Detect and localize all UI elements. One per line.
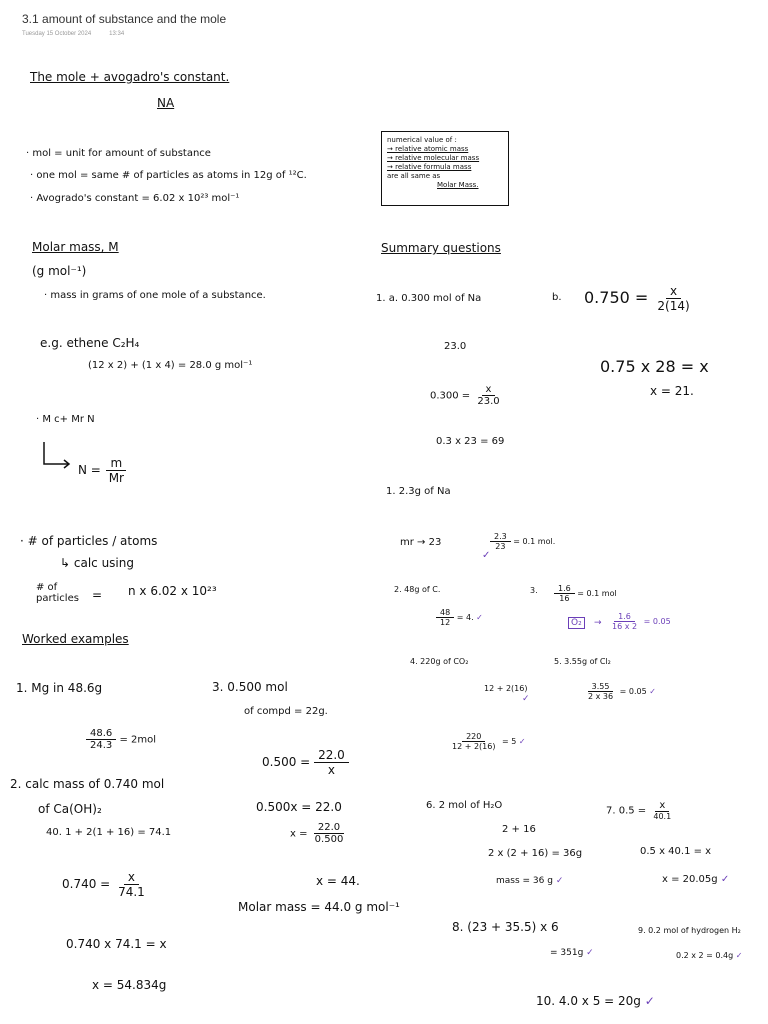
q5-molar-mass: 12 + 2(16) bbox=[484, 684, 528, 693]
worked-3-equation bbox=[262, 748, 349, 777]
bullet-m-mr-n: · M c+ Mr N bbox=[36, 414, 95, 425]
q1b-denominator: 2(14) bbox=[657, 299, 690, 313]
worked-2-equation bbox=[62, 870, 149, 899]
page-date: Tuesday 15 October 2024 bbox=[22, 31, 92, 37]
worked-3-fraction bbox=[314, 748, 349, 777]
bullet-avogadro: · Avogrado's constant = 6.02 x 10²³ mol⁻¹ bbox=[30, 193, 240, 204]
box-line-molecular: → relative molecular mass bbox=[387, 154, 480, 162]
q5-check-icon-2: ✓ bbox=[518, 737, 526, 746]
q6-denominator: 2 x 36 bbox=[588, 692, 614, 701]
particles-value: n x 6.02 x 10²³ bbox=[128, 584, 217, 598]
box-line-molar: Molar Mass. bbox=[437, 181, 479, 189]
worked-3-lhs: 0.500 = bbox=[262, 755, 311, 769]
box-line-same: are all same as bbox=[387, 172, 441, 180]
q10-answer-value: 0.2 x 2 = 0.4g bbox=[676, 951, 734, 960]
q4-numerator-2: 1.6 bbox=[614, 612, 635, 622]
worked-3-denominator: x bbox=[327, 763, 335, 777]
q4-arrow-icon: → bbox=[594, 618, 602, 628]
q10-check-icon: ✓ bbox=[735, 951, 743, 960]
q7-question: 6. 2 mol of H₂O bbox=[426, 800, 503, 811]
q2-calc bbox=[490, 532, 555, 551]
q6-calc bbox=[584, 682, 656, 701]
bullet-mol: · mol = unit for amount of substance bbox=[26, 148, 211, 159]
formula-n-lhs: N = bbox=[78, 463, 101, 477]
formula-n-denominator: Mr bbox=[108, 471, 124, 485]
q4-o2-box: O₂ bbox=[568, 617, 585, 629]
q10-question: 9. 0.2 mol of hydrogen H₂ bbox=[638, 926, 741, 935]
numerical-value-box bbox=[381, 131, 509, 206]
q9-question: 8. (23 + 35.5) x 6 bbox=[452, 920, 559, 934]
worked-1-fraction bbox=[86, 728, 116, 751]
q8-lhs: 7. 0.5 = bbox=[606, 805, 647, 817]
q1b-fraction bbox=[653, 284, 693, 313]
worked-3-numerator: 22.0 bbox=[314, 748, 349, 763]
q2-denominator: 23 bbox=[495, 542, 506, 551]
worked-3-x-value: x = 44. bbox=[316, 874, 360, 888]
q4-calc bbox=[554, 584, 617, 603]
q2-numerator: 2.3 bbox=[490, 532, 511, 542]
q1b-numerator: x bbox=[666, 284, 681, 299]
bullet-one-mol: · one mol = same # of particles as atoms in 12g of ¹²C. bbox=[30, 170, 307, 181]
box-title: numerical value of : bbox=[387, 136, 457, 144]
bullet-molar-mass-def: · mass in grams of one mole of a substance. bbox=[44, 290, 266, 301]
heading-worked-examples: Worked examples bbox=[22, 632, 129, 646]
q8-answer-value: x = 20.05g bbox=[662, 874, 718, 885]
q5-fraction bbox=[448, 732, 499, 751]
q4-fraction bbox=[554, 584, 575, 603]
q4-denominator: 16 bbox=[559, 594, 570, 603]
q1b-answer: x = 21. bbox=[650, 384, 694, 398]
q3-calc bbox=[436, 608, 483, 627]
q6-check-icon: ✓ bbox=[649, 687, 656, 696]
arrow-icon bbox=[40, 440, 72, 470]
q4-calc-2 bbox=[608, 612, 671, 631]
worked-1-denominator: 24.3 bbox=[90, 740, 113, 751]
q6-question: 5. 3.55g of Cl₂ bbox=[554, 657, 611, 666]
particles-equals: = bbox=[92, 588, 103, 602]
q1a-question: 1. a. 0.300 mol of Na bbox=[376, 293, 482, 304]
heading-molar-mass: Molar mass, M bbox=[32, 240, 119, 254]
q7-mass: mass = 36 g bbox=[496, 876, 553, 886]
q4-fraction-2 bbox=[608, 612, 641, 631]
q8-equation bbox=[606, 800, 675, 821]
heading-mole: The mole + avogadro's constant. bbox=[30, 70, 230, 84]
formula-n-fraction bbox=[105, 456, 128, 485]
q8-fraction bbox=[649, 800, 675, 821]
q2-result: = 0.1 mol. bbox=[513, 537, 556, 546]
q6-numerator: 3.55 bbox=[588, 682, 614, 692]
worked-3-solve-fraction bbox=[311, 822, 348, 845]
q2-check-icon: ✓ bbox=[482, 550, 491, 561]
heading-na: NA bbox=[157, 96, 175, 110]
q4-number: 3. bbox=[530, 586, 538, 595]
worked-2-fraction bbox=[114, 870, 149, 899]
q7-molar-mass: 2 + 16 bbox=[502, 824, 536, 835]
worked-2-answer: x = 54.834g bbox=[92, 978, 167, 992]
molar-mass-units: (g mol⁻¹) bbox=[32, 264, 87, 278]
worked-2-numerator: x bbox=[124, 870, 139, 885]
worked-2-multiply: 0.740 x 74.1 = x bbox=[66, 937, 167, 951]
worked-3-solve-lhs: x = bbox=[290, 828, 308, 840]
worked-1-question: 1. Mg in 48.6g bbox=[16, 681, 103, 695]
bullet-particles: · # of particles / atoms bbox=[20, 534, 158, 548]
worked-3-solve-numerator: 22.0 bbox=[314, 822, 344, 834]
q2-question: 1. 2.3g of Na bbox=[386, 486, 451, 497]
particles-calc-using: ↳ calc using bbox=[60, 556, 134, 570]
q1b-lhs: 0.750 = bbox=[584, 288, 649, 307]
page-datetime bbox=[22, 31, 124, 37]
q11-answer-value: 10. 4.0 x 5 = 20g bbox=[536, 994, 641, 1008]
worked-3-rearrange: 0.500x = 22.0 bbox=[256, 800, 342, 814]
box-line-formula: → relative formula mass bbox=[387, 163, 472, 171]
q1a-fraction bbox=[473, 384, 503, 407]
q3-check-icon: ✓ bbox=[476, 613, 483, 622]
box-line-atomic: → relative atomic mass bbox=[387, 145, 469, 153]
q1a-lhs: 0.300 = bbox=[430, 390, 471, 402]
q1a-answer: 0.3 x 23 = 69 bbox=[436, 436, 505, 447]
q1b-multiply: 0.75 x 28 = x bbox=[600, 357, 709, 376]
q11-check-icon: ✓ bbox=[644, 994, 655, 1008]
q7-check-icon: ✓ bbox=[555, 876, 564, 886]
q11-answer bbox=[536, 994, 655, 1008]
q9-answer bbox=[550, 948, 594, 958]
q5-calc bbox=[448, 732, 526, 751]
q9-check-icon: ✓ bbox=[586, 948, 594, 958]
q10-answer bbox=[676, 951, 742, 960]
q2-fraction bbox=[490, 532, 511, 551]
q1a-numerator: x bbox=[482, 384, 496, 396]
q6-fraction bbox=[584, 682, 617, 701]
worked-3-question: 3. 0.500 mol bbox=[212, 680, 288, 694]
worked-2-denominator: 74.1 bbox=[118, 885, 145, 899]
worked-3-compound: of compd = 22g. bbox=[244, 706, 328, 717]
q4-result-2: = 0.05 bbox=[643, 617, 671, 626]
worked-1-calc bbox=[86, 728, 156, 751]
formula-n-numerator: m bbox=[106, 456, 126, 471]
q1a-denominator: 23.0 bbox=[477, 396, 500, 407]
worked-3-molar-mass: Molar mass = 44.0 g mol⁻¹ bbox=[238, 900, 400, 914]
q9-answer-value: = 351g bbox=[550, 948, 584, 958]
q3-fraction bbox=[436, 608, 454, 627]
worked-1-result: = 2mol bbox=[119, 734, 157, 746]
q5-denominator: 12 + 2(16) bbox=[452, 742, 496, 751]
q4-result: = 0.1 mol bbox=[577, 589, 617, 598]
q6-result: = 0.05 bbox=[619, 687, 647, 696]
heading-summary-questions: Summary questions bbox=[381, 241, 501, 255]
q3-result: = 4. bbox=[456, 613, 474, 622]
worked-3-solve-denominator: 0.500 bbox=[314, 834, 344, 845]
example-ethene-calc: (12 x 2) + (1 x 4) = 28.0 g mol⁻¹ bbox=[88, 360, 253, 371]
worked-2-compound: of Ca(OH)₂ bbox=[38, 802, 102, 816]
q5-result: = 5 bbox=[502, 737, 517, 746]
particles-label: # of particles bbox=[36, 582, 79, 604]
q2-mr: mr → 23 bbox=[400, 537, 442, 548]
q3-question: 2. 48g of C. bbox=[394, 585, 441, 594]
q4-denominator-2: 16 x 2 bbox=[612, 622, 638, 631]
example-ethene: e.g. ethene C₂H₄ bbox=[40, 336, 140, 350]
q3-denominator: 12 bbox=[440, 618, 451, 627]
q8-numerator: x bbox=[655, 800, 669, 812]
worked-2-lhs: 0.740 = bbox=[62, 877, 111, 891]
q8-denominator: 40.1 bbox=[653, 812, 672, 821]
worked-3-solve bbox=[290, 822, 347, 845]
q8-answer bbox=[662, 874, 729, 885]
page-time: 13:34 bbox=[109, 31, 125, 37]
q1b-equation bbox=[584, 284, 694, 313]
q5-numerator: 220 bbox=[462, 732, 485, 742]
q8-check-icon: ✓ bbox=[720, 874, 730, 885]
q7-calc: 2 x (2 + 16) = 36g bbox=[488, 848, 583, 859]
q5-check-icon-1: ✓ bbox=[522, 694, 530, 704]
q7-answer bbox=[496, 876, 563, 886]
worked-1-numerator: 48.6 bbox=[86, 728, 116, 740]
q5-question: 4. 220g of CO₂ bbox=[410, 657, 469, 666]
page-title: 3.1 amount of substance and the mole bbox=[22, 12, 227, 26]
q8-multiply: 0.5 x 40.1 = x bbox=[640, 846, 712, 857]
q1a-equation bbox=[430, 384, 504, 407]
worked-2-question: 2. calc mass of 0.740 mol bbox=[10, 777, 165, 791]
formula-n bbox=[78, 456, 128, 485]
q1b-label: b. bbox=[552, 292, 562, 303]
q3-numerator: 48 bbox=[436, 608, 454, 618]
q1a-na-mass: 23.0 bbox=[444, 341, 467, 352]
worked-2-molar-mass: 40. 1 + 2(1 + 16) = 74.1 bbox=[46, 827, 172, 838]
q4-numerator: 1.6 bbox=[554, 584, 575, 594]
